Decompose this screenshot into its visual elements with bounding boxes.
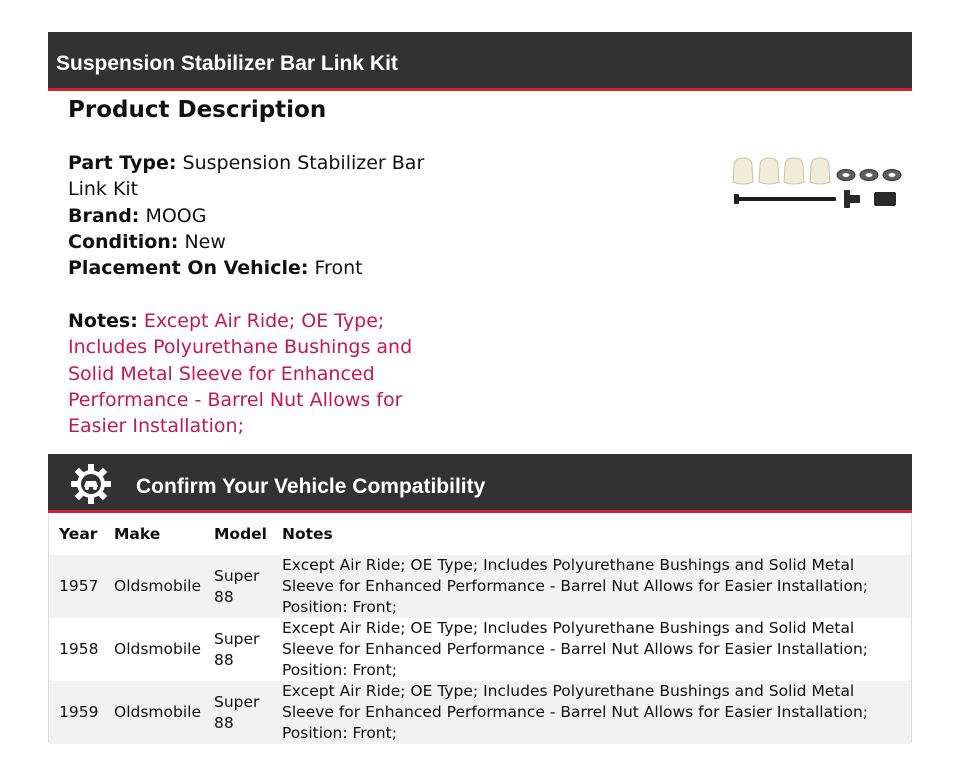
cell-notes: Except Air Ride; OE Type; Includes Polyurethane Bushings and Solid Metal Sleeve for Enhanced Performance - Barrel Nut Allows for Easier Installation; Position: Front; <box>272 555 911 618</box>
description-notes <box>68 308 448 439</box>
table-row <box>49 555 911 618</box>
field-label: Part Type: <box>68 152 177 174</box>
field-value: Front <box>314 257 363 280</box>
product-title-bar <box>48 32 912 91</box>
field-condition <box>68 229 448 255</box>
field-brand <box>68 203 448 229</box>
compatibility-title: Confirm Your Vehicle Compatibility <box>136 475 486 498</box>
compatibility-bar <box>48 454 912 513</box>
compatibility-table-wrapper <box>48 513 912 742</box>
cell-make: Oldsmobile <box>104 555 204 618</box>
column-header-make: Make <box>114 525 161 543</box>
sleeve-and-nut <box>844 190 896 208</box>
gear-car-icon <box>70 463 112 505</box>
field-part-type <box>68 150 448 203</box>
field-label: Placement On Vehicle: <box>68 257 309 280</box>
cell-notes: Except Air Ride; OE Type; Includes Polyurethane Bushings and Solid Metal Sleeve for Enhanced Performance - Barrel Nut Allows for Easier Installation; Position: Front; <box>282 619 869 679</box>
product-image[interactable] <box>728 154 908 214</box>
cell-year: 1958 <box>59 640 99 658</box>
cell-notes: Except Air Ride; OE Type; Includes Polyurethane Bushings and Solid Metal Sleeve for Enhanced Performance - Barrel Nut Allows for Easier Installation; Position: Front; <box>272 681 911 744</box>
notes-value: Except Air Ride; OE Type; Includes Polyurethane Bushings and Solid Metal Sleeve for Enhanced Performance - Barrel Nut Allows for Easier Installation; <box>68 310 413 438</box>
cell-model: Super 88 <box>204 681 272 744</box>
bushing-set <box>733 158 830 184</box>
cell-model: Super 88 <box>214 629 260 669</box>
cell-model: Super 88 <box>204 555 272 618</box>
description-fields <box>68 150 448 281</box>
description-heading: Product Description <box>68 97 327 123</box>
notes-label: Notes: <box>68 310 138 332</box>
cell-make: Oldsmobile <box>114 640 201 658</box>
field-label: Brand: <box>68 204 140 227</box>
cell-make: Oldsmobile <box>104 681 204 744</box>
table-row <box>49 618 911 681</box>
field-label: Condition: <box>68 230 179 253</box>
table-row <box>49 681 911 744</box>
field-value: MOOG <box>145 204 207 227</box>
column-header-model: Model <box>214 525 267 543</box>
table-header-row <box>49 513 911 555</box>
cell-year: 1957 <box>49 555 104 618</box>
field-placement <box>68 255 448 281</box>
cell-year: 1959 <box>49 681 104 744</box>
column-header-year: Year <box>59 525 98 543</box>
column-header-notes: Notes <box>282 525 333 543</box>
field-value: Suspension Stabilizer Bar Link Kit <box>68 152 425 201</box>
product-title: Suspension Stabilizer Bar Link Kit <box>56 52 398 75</box>
field-value: New <box>184 230 226 253</box>
compatibility-table <box>49 513 911 744</box>
bolt <box>734 194 836 204</box>
